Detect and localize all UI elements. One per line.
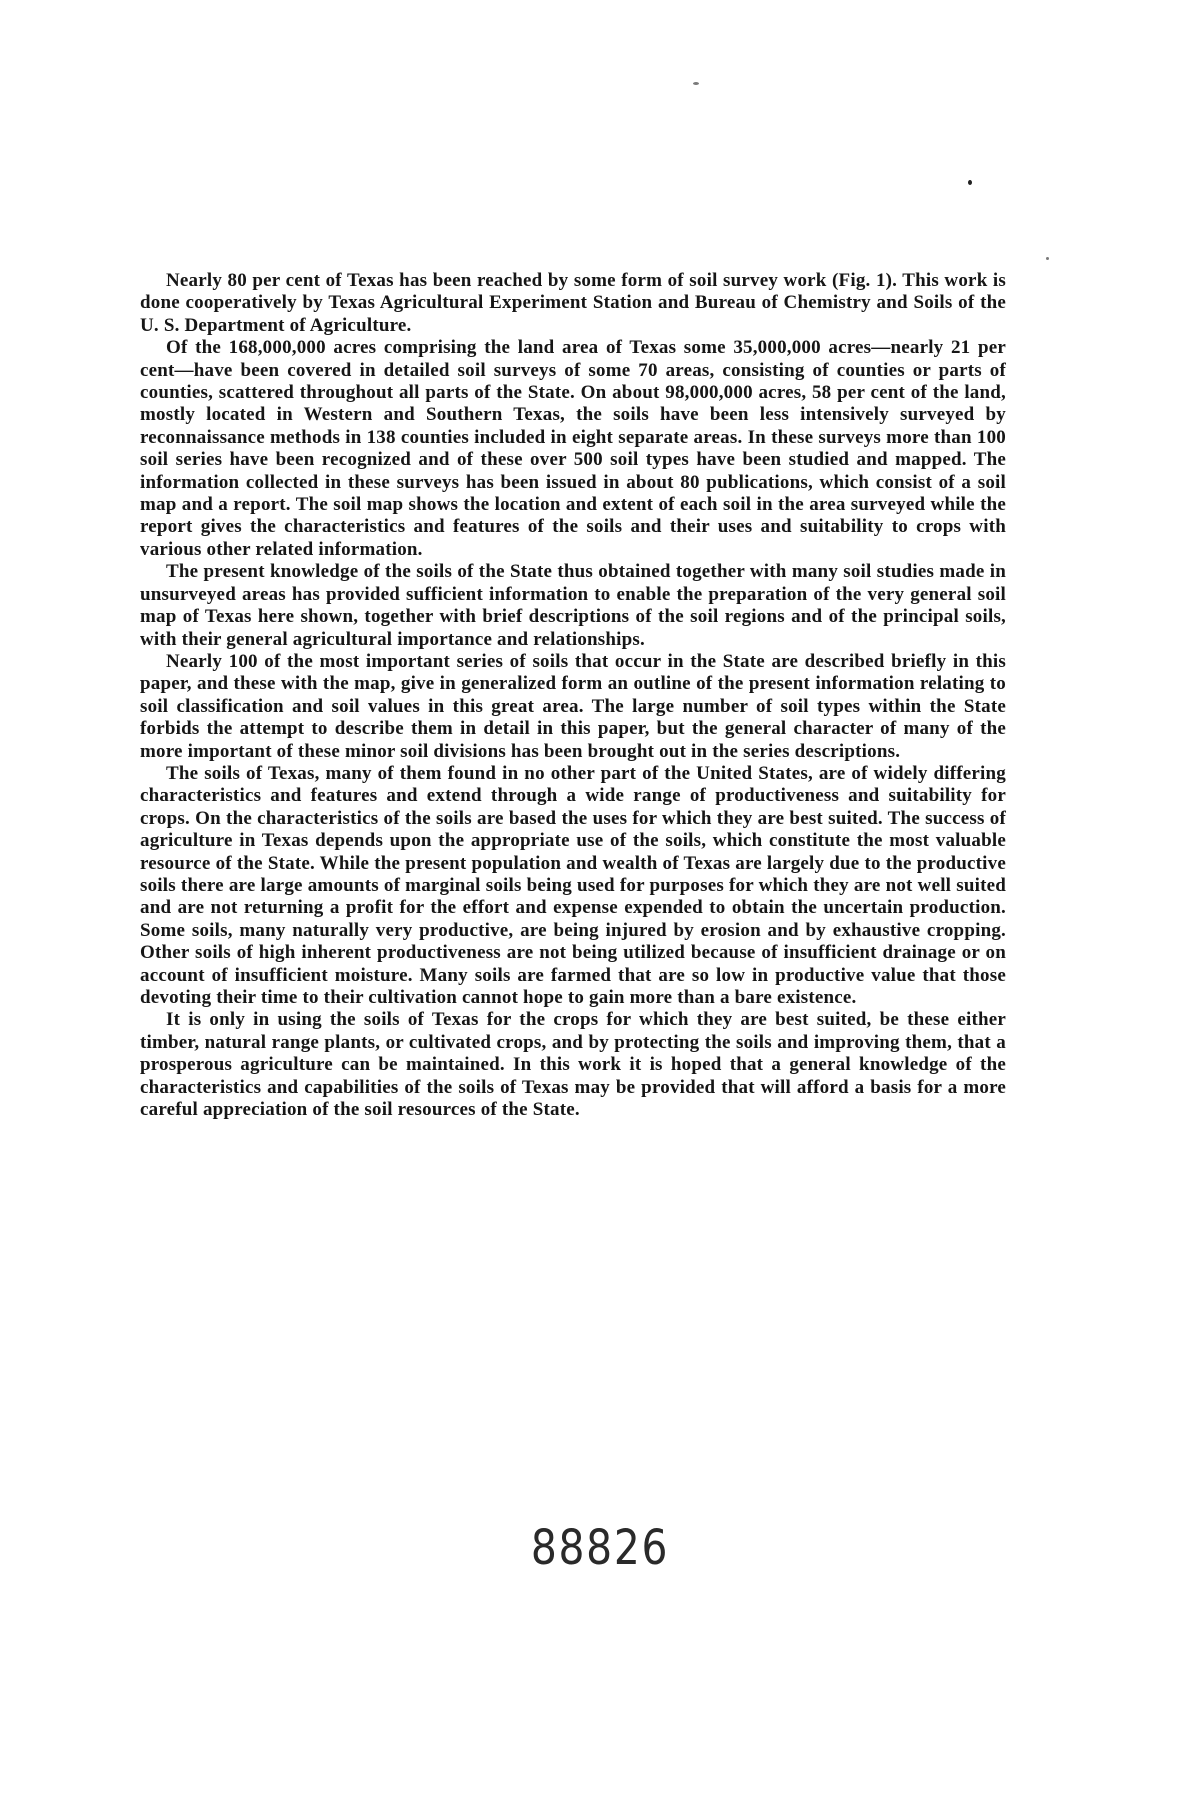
accession-number: 88826 (530, 1520, 670, 1576)
paragraph: Of the 168,000,000 acres comprising the land area of Texas some 35,000,000 acres—nearly 21 per cent—have been covered in detailed soil surveys of some 70 areas, consisting of counties or parts of counties, scattered throughout all parts of the State. On about 98,000,000 acres, 58 per cent of the land, mostly located in Western and Southern Texas, the soils have been less intensively surveyed by reconnaissance methods in 138 counties included in eight separate areas. In these surveys more than 100 soil series have been recognized and of these over 500 soil types have been studied and mapped. The information collected in these surveys has been issued in about 80 publications, which consist of a soil map and a report. The soil map shows the location and extent of each soil in the area surveyed while the report gives the characteristics and features of the soils and their uses and suitability to crops with various other related information. (140, 337, 1006, 560)
scan-speck (693, 82, 699, 85)
paragraph: The soils of Texas, many of them found in no other part of the United States, are of widely differing characteristics and features and extend through a wide range of productiveness and suitability for crops. On the characteristics of the soils are based the uses for which they are best suited. The success of agriculture in Texas depends upon the appropriate use of the soils, which constitute the most valuable resource of the State. While the present population and wealth of Texas are largely due to the productive soils there are large amounts of marginal soils being used for purposes for which they are not well suited and are not returning a profit for the effort and expense expended to obtain the uncertain production. Some soils, many naturally very productive, are being injured by erosion and by exhaustive cropping. Other soils of high inherent productiveness are not being utilized because of insufficient drainage or on account of insufficient moisture. Many soils are farmed that are so low in productive value that those devoting their time to their cultivation cannot hope to gain more than a bare existence. (140, 762, 1006, 1008)
paragraph: Nearly 100 of the most important series of soils that occur in the State are described briefly in this paper, and these with the map, give in generalized form an outline of the present information relating to soil classification and soil values in this great area. The large number of soil types within the State forbids the attempt to describe them in detail in this paper, but the general character of many of the more important of these minor soil divisions has been brought out in the series descriptions. (140, 650, 1006, 762)
paragraph: The present knowledge of the soils of the State thus obtained together with many soil studies made in unsurveyed areas has provided sufficient information to enable the preparation of the very general soil map of Texas here shown, together with brief descriptions of the soil regions and of the principal soils, with their general agricultural importance and relationships. (140, 561, 1006, 650)
paragraph: It is only in using the soils of Texas for the crops for which they are best suited, be these either timber, natural range plants, or cultivated crops, and by protecting the soils and improving them, that a prosperous agriculture can be maintained. In this work it is hoped that a general knowledge of the characteristics and capabilities of the soils of Texas may be provided that will afford a basis for a more careful appreciation of the soil resources of the State. (140, 1009, 1006, 1121)
scan-speck (1046, 257, 1049, 260)
body-text (140, 270, 1006, 1121)
scan-speck (968, 180, 972, 185)
paragraph: Nearly 80 per cent of Texas has been reached by some form of soil survey work (Fig. 1). This work is done cooperatively by Texas Agricultural Experiment Station and Bureau of Chemistry and Soils of the U. S. Department of Agriculture. (140, 270, 1006, 336)
